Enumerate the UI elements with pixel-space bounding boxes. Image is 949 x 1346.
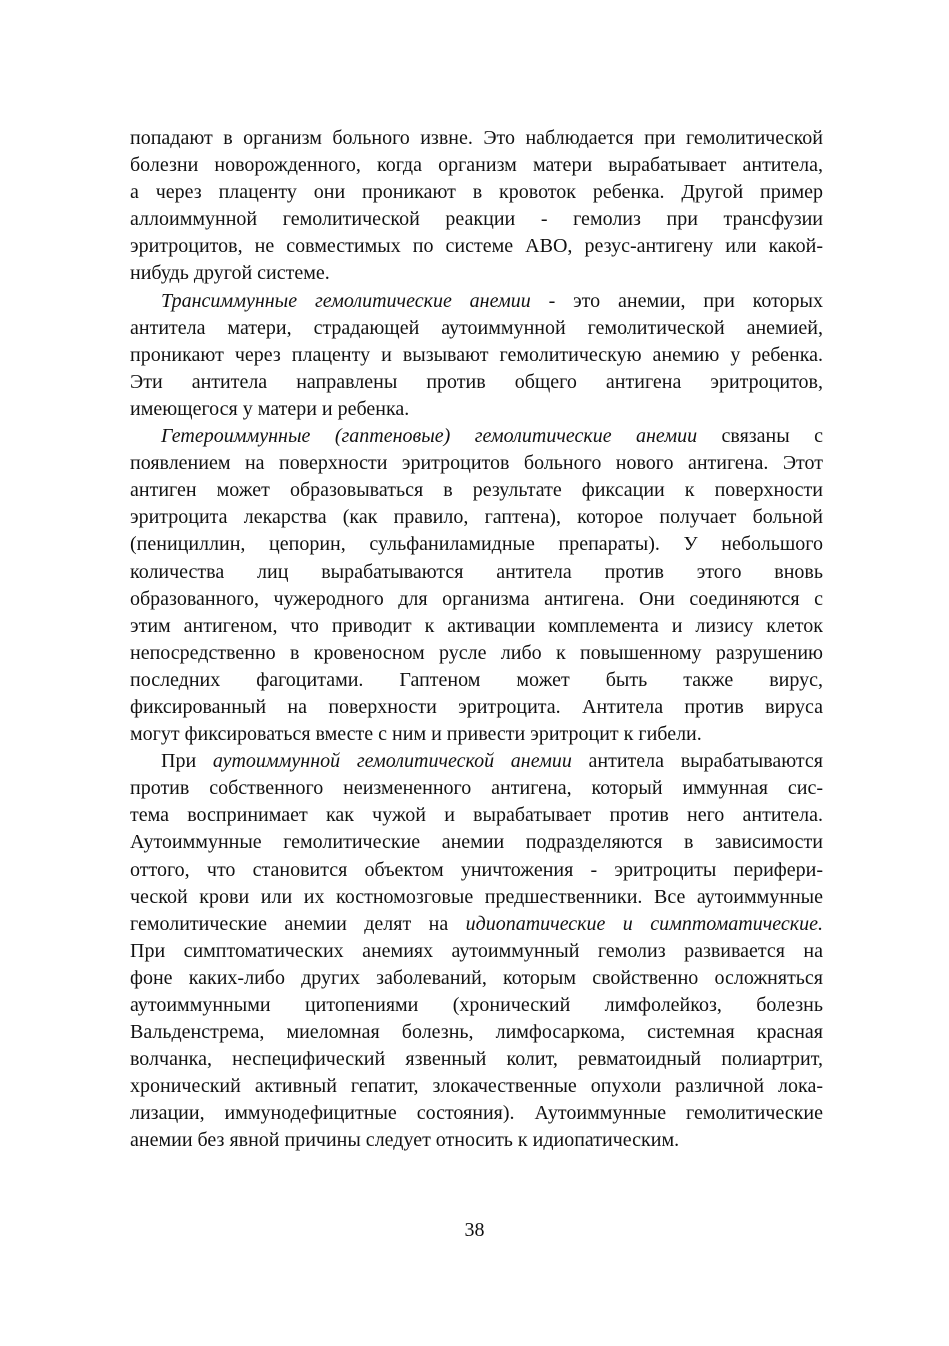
text-segment: ческой крови или их костномозговые предшественники. Все аутоиммунные [130,885,823,908]
text-line [130,504,823,531]
page-body-text [130,125,823,1155]
text-line [130,775,823,802]
text-segment: количества лиц вырабатываются антитела против этого вновь [130,560,823,583]
text-line [130,206,823,233]
text-line [130,315,823,342]
paragraph [130,748,823,1154]
text-segment: анемии без явной причины следует относить к идиопатическим. [130,1129,680,1152]
paragraph [130,423,823,748]
text-line [130,288,823,315]
text-segment: против собственного неизмененного антигена, который иммунная сис- [130,777,823,800]
text-segment: эритроцита лекарства (как правило, гаптена), которое получает больной [130,506,823,529]
text-line [130,640,823,667]
text-line [130,884,823,911]
text-line [130,152,823,179]
text-segment: появлением на поверхности эритроцитов больного нового антигена. Этот [130,452,823,475]
text-line [130,260,823,287]
text-line [130,477,823,504]
text-line [130,1073,823,1100]
text-segment: фоне каких-либо других заболеваний, которым свойственно осложняться [130,966,823,989]
text-line [130,1019,823,1046]
text-line [130,992,823,1019]
text-line [130,748,823,775]
paragraph [130,288,823,423]
text-line [130,179,823,206]
text-line [130,694,823,721]
text-segment: Вальденстрема, миеломная болезнь, лимфосаркома, системная красная [130,1021,823,1044]
text-segment: фиксированный на поверхности эритроцита. Антитела против вируса [130,695,823,718]
text-line [130,1100,823,1127]
text-segment: нибудь другой системе. [130,262,330,285]
text-line [130,342,823,369]
text-line [130,938,823,965]
text-line [130,450,823,477]
text-segment: могут фиксироваться вместе с ним и привести эритроцит к гибели. [130,723,702,746]
text-segment: антитела матери, страдающей аутоиммунной гемолитической анемией, [130,316,823,339]
text-line [130,911,823,938]
text-line [130,423,823,450]
text-segment: (пенициллин, цепорин, сульфаниламидные препараты). У небольшого [130,533,823,556]
text-segment: образованного, чужеродного для организма антигена. Они соединяются с [130,587,823,610]
text-segment: последних фагоцитами. Гаптеном может быть также вирус, [130,668,823,691]
italic-text-segment: идиопатические и симптоматические. [465,912,823,935]
text-line [130,1046,823,1073]
text-line [130,396,823,423]
text-line [130,965,823,992]
text-line [130,369,823,396]
text-segment: волчанка, неспецифический язвенный колит, ревматоидный полиартрит, [130,1048,823,1071]
text-line [130,1127,823,1154]
text-segment: проникают через плаценту и вызывают гемолитическую анемию у ребенка. [130,343,823,366]
text-segment: хронический активный гепатит, злокачественные опухоли различной лока- [130,1075,823,1098]
text-line [130,613,823,640]
text-line [130,559,823,586]
italic-text-segment: Гетероиммунные (гаптеновые) гемолитические анемии [161,425,698,448]
text-segment: лизации, иммунодефицитные состояния). Аутоиммунные гемолитические [130,1102,823,1125]
text-segment: связаны с [697,425,823,448]
paragraph [130,125,823,288]
text-segment: оттого, что становится объектом уничтожения - эритроциты перифери- [130,858,823,881]
text-segment: имеющегося у матери и ребенка. [130,397,410,420]
text-line [130,802,823,829]
text-segment: а через плаценту они проникают в кровоток ребенка. Другой пример [130,181,823,204]
text-line [130,667,823,694]
text-segment: Аутоиммунные гемолитические анемии подразделяются в зависимости [130,831,823,854]
text-segment: тема воспринимает как чужой и вырабатывает против него антитела. [130,804,823,827]
text-line [130,531,823,558]
text-segment: эритроцитов, не совместимых по системе АВО, резус-антигену или какой- [130,235,823,258]
text-segment: При симптоматических анемиях аутоиммунный гемолиз развивается на [130,939,823,962]
text-line [130,586,823,613]
text-line [130,233,823,260]
italic-text-segment: аутоиммунной гемолитической анемии [212,750,572,773]
text-segment: непосредственно в кровеносном русле либо к повышенному разрушению [130,641,823,664]
text-segment: При [161,750,213,773]
text-segment: попадают в организм больного извне. Это наблюдается при гемолитической [130,127,823,149]
text-line [130,721,823,748]
text-segment: - это анемии, при которых [530,289,823,312]
text-segment: гемолитические анемии делят на [130,912,466,935]
italic-text-segment: Трансиммунные гемолитические анемии [161,289,531,312]
text-segment: болезни новорожденного, когда организм матери вырабатывает антитела, [130,154,823,177]
text-line [130,829,823,856]
text-segment: Эти антитела направлены против общего антигена эритроцитов, [130,370,823,393]
text-segment: аллоиммунной гемолитической реакции - гемолиз при трансфузии [130,208,823,231]
text-segment: антиген может образовываться в результате фиксации к поверхности [130,479,823,502]
text-segment: этим антигеном, что приводит к активации комплемента и лизису клеток [130,614,823,637]
text-segment: аутоиммунными цитопениями (хронический лимфолейкоз, болезнь [130,994,823,1016]
text-line [130,857,823,884]
text-segment: антитела вырабатываются [571,750,823,773]
page-number: 38 [464,1219,485,1241]
text-line [130,125,823,152]
